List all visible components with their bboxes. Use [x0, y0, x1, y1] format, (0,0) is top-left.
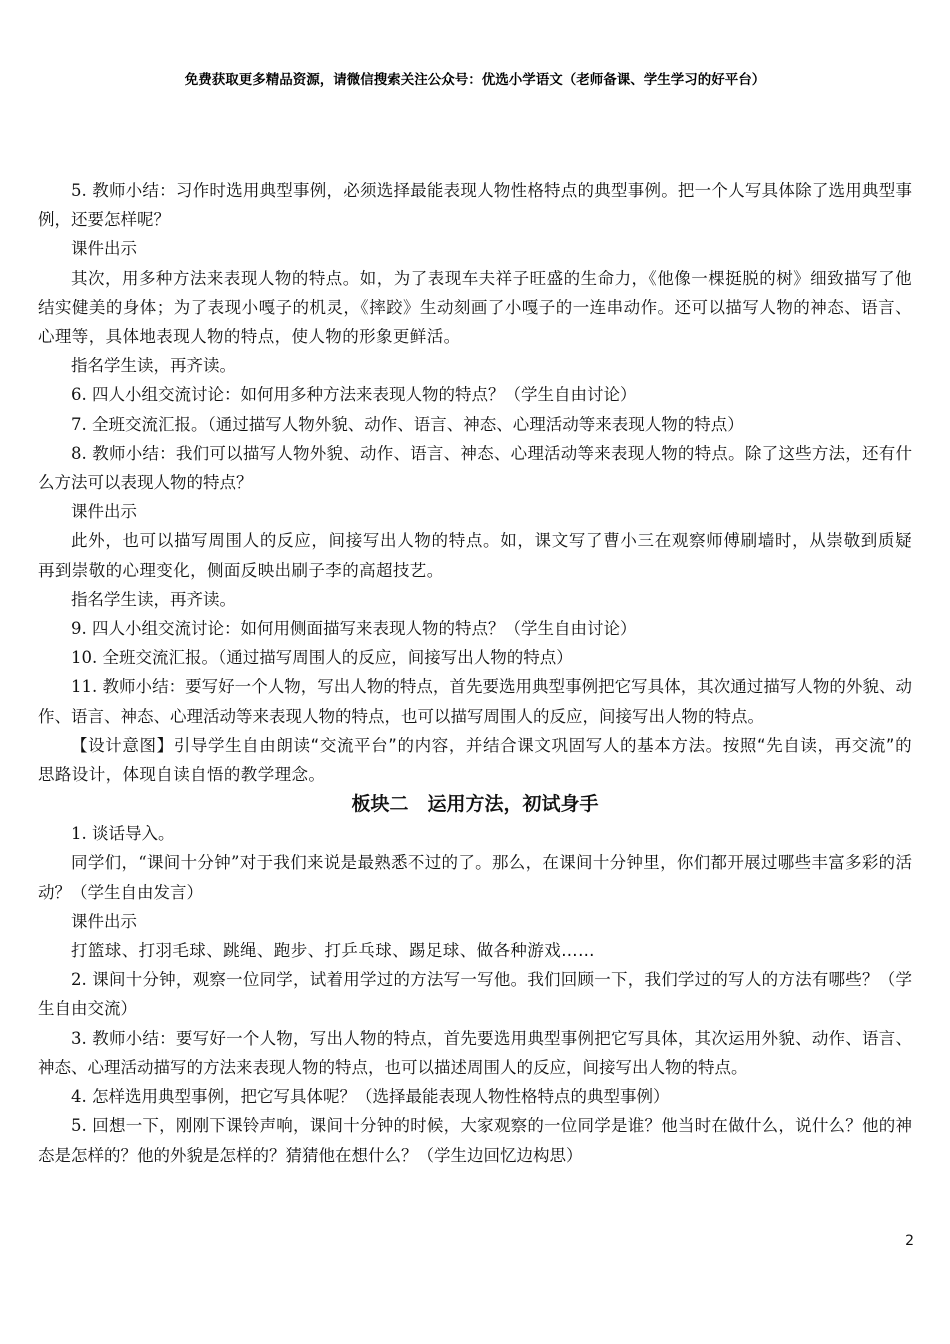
- promo-header: 免费获取更多精品资源，请微信搜索关注公众号：优选小学语文（老师备课、学生学习的好平台）: [184, 72, 766, 88]
- paragraph: 9. 四人小组交流讨论：如何用侧面描写来表现人物的特点？（学生自由讨论）: [71, 619, 637, 639]
- courseware-quote: 其次，用多种方法来表现人物的特点。如，为了表现车夫祥子旺盛的生命力，《他像一棵挺脱的树》细致描写了他结实健美的身体；为了表现小嘎子的机灵，《摔跤》生动刻画了小嘎子的一连串动作。还可以描写人物的神态、语言、心理等，具体地表现人物的特点，使人物的形象更鲜活。: [38, 268, 912, 347]
- paragraph: 4. 怎样选用典型事例，把它写具体呢？（选择最能表现人物性格特点的典型事例）: [71, 1087, 670, 1107]
- paragraph: 7. 全班交流汇报。（通过描写人物外貌、动作、语言、神态、心理活动等来表现人物的特点）: [71, 414, 744, 434]
- document-body: [38, 176, 912, 1170]
- paragraph: 3. 教师小结：要写好一个人物，写出人物的特点，首先要选用典型事例把它写具体，其次运用外貌、动作、语言、神态、心理活动描写的方法来表现人物的特点，也可以描述周围人的反应，间接写出人物的特点。: [38, 1028, 912, 1077]
- paragraph: 指名学生读，再齐读。: [71, 589, 236, 609]
- design-intent: 【设计意图】引导学生自由朗读“交流平台”的内容，并结合课文巩固写人的基本方法。按照“先自读，再交流”的思路设计，体现自读自悟的教学理念。: [38, 735, 912, 785]
- courseware-quote: 打篮球、打羽毛球、跳绳、跑步、打乒乓球、踢足球、做各种游戏……: [71, 941, 595, 961]
- paragraph: 5. 回想一下，刚刚下课铃声响，课间十分钟的时候，大家观察的一位同学是谁？他当时在做什么，说什么？他的神态是怎样的？他的外貌是怎样的？猜猜他在想什么？（学生边回忆边构思）: [38, 1116, 912, 1165]
- courseware-quote: 此外，也可以描写周围人的反应，间接写出人物的特点。如，课文写了曹小三在观察师傅刷墙时，从崇敬到质疑再到崇敬的心理变化，侧面反映出刷子李的高超技艺。: [38, 531, 912, 580]
- paragraph: 1. 谈话导入。: [71, 824, 175, 844]
- paragraph: 6. 四人小组交流讨论：如何用多种方法来表现人物的特点？（学生自由讨论）: [71, 385, 637, 405]
- section-heading: 板块二 运用方法，初试身手: [351, 793, 599, 816]
- paragraph: 5. 教师小结：习作时选用典型事例，必须选择最能表现人物性格特点的典型事例。把一个人写具体除了选用典型事例，还要怎样呢？: [38, 181, 912, 230]
- paragraph: 课件出示: [71, 239, 137, 259]
- page-number: 2: [905, 1233, 914, 1249]
- paragraph: 同学们，“课间十分钟”对于我们来说是最熟悉不过的了。那么，在课间十分钟里，你们都开展过哪些丰富多彩的活动？（学生自由发言）: [38, 853, 912, 902]
- paragraph: 课件出示: [71, 911, 137, 931]
- paragraph: 2. 课间十分钟，观察一位同学，试着用学过的方法写一写他。我们回顾一下，我们学过的写人的方法有哪些？（学生自由交流）: [38, 970, 912, 1019]
- paragraph: 10. 全班交流汇报。（通过描写周围人的反应，间接写出人物的特点）: [71, 648, 573, 668]
- paragraph: 11. 教师小结：要写好一个人物，写出人物的特点，首先要选用典型事例把它写具体，其次通过描写人物的外貌、动作、语言、神态、心理活动等来表现人物的特点，也可以描写周围人的反应，间接写出人物的特点。: [38, 677, 912, 726]
- paragraph: 指名学生读，再齐读。: [71, 356, 236, 376]
- paragraph: 8. 教师小结：我们可以描写人物外貌、动作、语言、神态、心理活动等来表现人物的特点。除了这些方法，还有什么方法可以表现人物的特点？: [38, 443, 912, 493]
- paragraph: 课件出示: [71, 502, 137, 522]
